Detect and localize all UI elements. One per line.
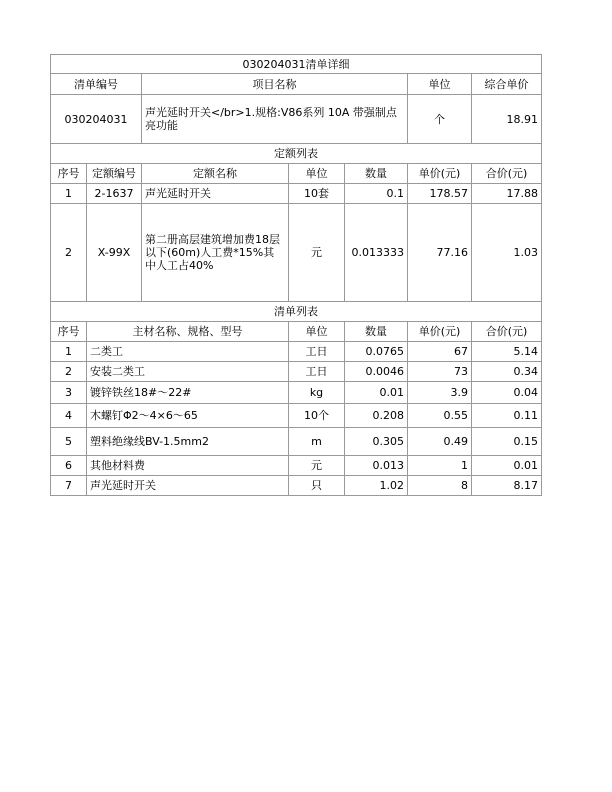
item-name: 声光延时开关</br>1.规格:V86系列 10A 带强制点亮功能 (142, 95, 408, 144)
material-no: 7 (51, 476, 87, 496)
material-total: 0.34 (472, 362, 542, 382)
quota-header-qty: 数量 (345, 164, 408, 184)
material-price: 8 (408, 476, 472, 496)
materials-header-price: 单价(元) (408, 322, 472, 342)
quota-header-no: 序号 (51, 164, 87, 184)
material-qty: 0.01 (345, 382, 408, 404)
material-total: 5.14 (472, 342, 542, 362)
header-code-label: 清单编号 (51, 74, 142, 95)
quota-header-price: 单价(元) (408, 164, 472, 184)
quota-header-total: 合价(元) (472, 164, 542, 184)
material-no: 3 (51, 382, 87, 404)
material-name: 安装二类工 (87, 362, 289, 382)
material-price: 3.9 (408, 382, 472, 404)
quota-code: X-99X (87, 204, 142, 302)
quota-price: 77.16 (408, 204, 472, 302)
material-name: 木螺钉Φ2～4×6～65 (87, 404, 289, 428)
materials-header-unit: 单位 (289, 322, 345, 342)
quota-price: 178.57 (408, 184, 472, 204)
material-name: 塑料绝缘线BV-1.5mm2 (87, 428, 289, 456)
page-title: 030204031清单详细 (51, 55, 542, 74)
material-name: 其他材料费 (87, 456, 289, 476)
quota-row (51, 204, 542, 302)
materials-header-total: 合价(元) (472, 322, 542, 342)
material-row (51, 456, 542, 476)
material-name: 声光延时开关 (87, 476, 289, 496)
material-no: 1 (51, 342, 87, 362)
material-qty: 1.02 (345, 476, 408, 496)
material-row (51, 382, 542, 404)
material-unit: kg (289, 382, 345, 404)
material-unit: 工日 (289, 342, 345, 362)
material-unit: 只 (289, 476, 345, 496)
material-row (51, 404, 542, 428)
material-name: 二类工 (87, 342, 289, 362)
quota-section-title: 定额列表 (51, 144, 542, 164)
material-total: 0.04 (472, 382, 542, 404)
material-row (51, 342, 542, 362)
material-row (51, 428, 542, 456)
material-qty: 0.013 (345, 456, 408, 476)
header-price-label: 综合单价 (472, 74, 542, 95)
item-unit: 个 (408, 95, 472, 144)
material-total: 0.15 (472, 428, 542, 456)
quota-total: 17.88 (472, 184, 542, 204)
header-name-label: 项目名称 (142, 74, 408, 95)
material-qty: 0.305 (345, 428, 408, 456)
material-unit: 工日 (289, 362, 345, 382)
material-qty: 0.0765 (345, 342, 408, 362)
material-name: 镀锌铁丝18#～22# (87, 382, 289, 404)
quota-total: 1.03 (472, 204, 542, 302)
quota-unit: 10套 (289, 184, 345, 204)
bill-detail-table (50, 54, 542, 322)
material-no: 4 (51, 404, 87, 428)
material-price: 67 (408, 342, 472, 362)
material-no: 2 (51, 362, 87, 382)
material-unit: 10个 (289, 404, 345, 428)
quota-row (51, 184, 542, 204)
materials-header-qty: 数量 (345, 322, 408, 342)
materials-section-title: 清单列表 (51, 302, 542, 322)
material-price: 73 (408, 362, 472, 382)
header-unit-label: 单位 (408, 74, 472, 95)
item-price: 18.91 (472, 95, 542, 144)
material-row (51, 476, 542, 496)
item-code: 030204031 (51, 95, 142, 144)
quota-no: 1 (51, 184, 87, 204)
quota-qty: 0.013333 (345, 204, 408, 302)
quota-qty: 0.1 (345, 184, 408, 204)
quota-name: 声光延时开关 (142, 184, 289, 204)
quota-code: 2-1637 (87, 184, 142, 204)
material-price: 0.55 (408, 404, 472, 428)
material-total: 0.01 (472, 456, 542, 476)
material-total: 0.11 (472, 404, 542, 428)
material-price: 1 (408, 456, 472, 476)
materials-table (50, 321, 542, 496)
quota-unit: 元 (289, 204, 345, 302)
quota-header-code: 定额编号 (87, 164, 142, 184)
material-unit: m (289, 428, 345, 456)
materials-header-no: 序号 (51, 322, 87, 342)
quota-header-name: 定额名称 (142, 164, 289, 184)
material-row (51, 362, 542, 382)
material-price: 0.49 (408, 428, 472, 456)
quota-no: 2 (51, 204, 87, 302)
material-no: 6 (51, 456, 87, 476)
quota-header-unit: 单位 (289, 164, 345, 184)
material-qty: 0.0046 (345, 362, 408, 382)
quota-name: 第二册高层建筑增加费18层以下(60m)人工费*15%其中人工占40% (142, 204, 289, 302)
material-qty: 0.208 (345, 404, 408, 428)
materials-header-name: 主材名称、规格、型号 (87, 322, 289, 342)
material-no: 5 (51, 428, 87, 456)
material-unit: 元 (289, 456, 345, 476)
material-total: 8.17 (472, 476, 542, 496)
